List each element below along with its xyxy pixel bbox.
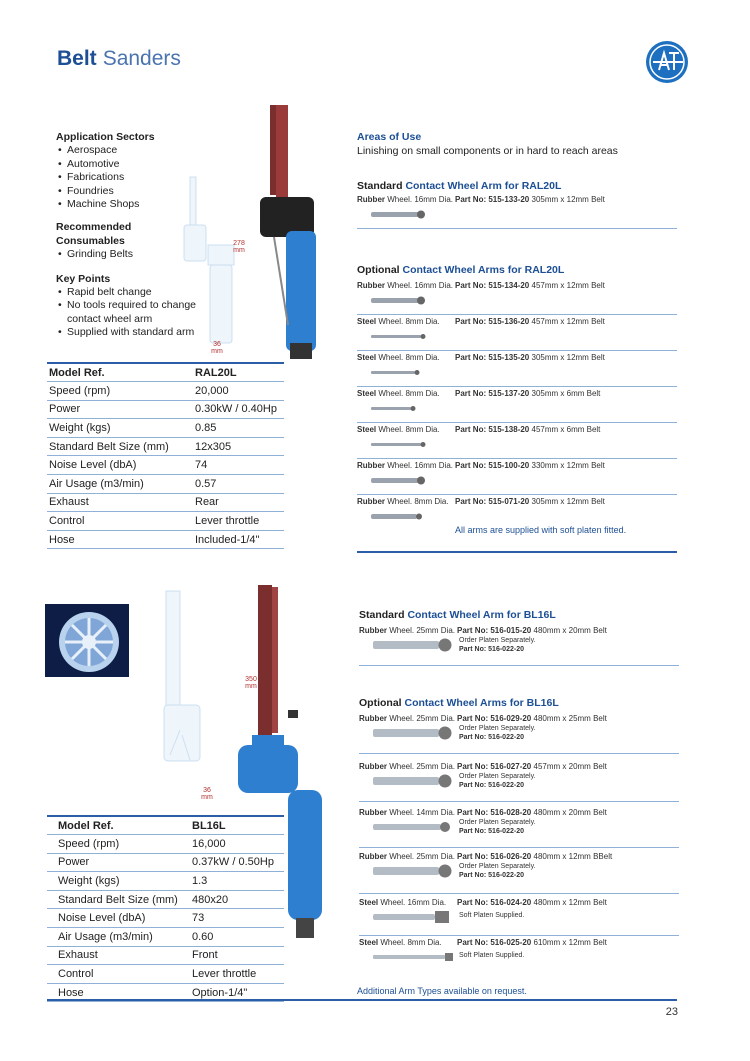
- arm-icon: [371, 368, 426, 377]
- spec-label: Model Ref.: [47, 363, 193, 382]
- heading-title: Contact Wheel Arm for RAL20L: [405, 180, 562, 192]
- ral20l-standard-heading: [357, 180, 561, 192]
- list-item: • Grinding Belts: [56, 248, 196, 261]
- bl16l-standard-arm: [359, 624, 679, 666]
- list-item: • Machine Shops: [56, 198, 196, 211]
- arm-wheel-size: Wheel. 14mm Dia.: [389, 808, 456, 817]
- arm-material: Rubber: [359, 808, 387, 817]
- table-row: [47, 456, 284, 475]
- spec-value: 73: [190, 909, 284, 928]
- arm-part: [455, 281, 605, 290]
- ral20l-optional-heading: [357, 264, 564, 276]
- spec-value: 16,000: [190, 835, 284, 854]
- application-list: [56, 144, 196, 211]
- table-row: [47, 853, 284, 872]
- bl16l-spec-table: [47, 815, 284, 1002]
- arm-note: [459, 952, 524, 961]
- arm-note-part: Part No: 516-022-20: [459, 645, 524, 653]
- arm-icon: [373, 638, 453, 652]
- spec-value: 12x305: [193, 437, 284, 456]
- arm-belt: 480mm x 20mm Belt: [533, 626, 607, 635]
- bl16l-optional-arm: [359, 896, 679, 936]
- areas-heading: Areas of Use: [357, 131, 422, 143]
- arm-material: Rubber: [359, 714, 387, 723]
- table-row: [47, 475, 284, 494]
- spec-value: Front: [190, 946, 284, 965]
- arm-wheel: [357, 425, 440, 434]
- arm-part: [455, 461, 605, 470]
- arm-icon: [373, 774, 453, 788]
- ral20l-optional-arm: [357, 279, 677, 315]
- arm-belt: 457mm x 12mm Belt: [531, 281, 605, 290]
- arm-belt: 305mm x 12mm Belt: [531, 497, 605, 506]
- arm-part-number: Part No: 515-135-20: [455, 353, 530, 362]
- page-number: 23: [665, 1006, 678, 1018]
- ral20l-spec-table: [47, 362, 284, 549]
- arm-note: [459, 912, 524, 921]
- arm-material: Rubber: [359, 626, 387, 635]
- list-item: • Aerospace: [56, 144, 196, 157]
- spec-label: Exhaust: [47, 946, 190, 965]
- arm-part: [455, 425, 600, 434]
- arm-material: Rubber: [357, 497, 385, 506]
- arm-part-number: Part No: 515-100-20: [455, 461, 530, 470]
- ral20l-optional-arm: [357, 387, 677, 423]
- bl16l-optional-arm: [359, 806, 679, 848]
- table-row: [47, 965, 284, 984]
- spec-label: Control: [47, 965, 190, 984]
- spec-value: BL16L: [190, 816, 284, 835]
- arm-note: [459, 863, 536, 880]
- arm-part: [457, 852, 612, 861]
- spec-label: Control: [47, 512, 193, 531]
- arm-belt: 480mm x 20mm Belt: [533, 808, 607, 817]
- bl16l-optional-arm: [359, 760, 679, 802]
- bl16l-product-image: [160, 585, 325, 810]
- spec-value: 480x20: [190, 890, 284, 909]
- arm-icon: [371, 476, 426, 485]
- arm-part: [455, 389, 600, 398]
- arm-belt: 305mm x 6mm Belt: [531, 389, 601, 398]
- arm-wheel-size: Wheel. 8mm Dia.: [380, 938, 442, 947]
- brand-logo: [645, 40, 689, 84]
- spec-label: Air Usage (m3/min): [47, 928, 190, 947]
- spec-label: Power: [47, 400, 193, 419]
- spec-label: Hose: [47, 983, 190, 1002]
- arm-material: Steel: [357, 353, 377, 362]
- spec-value: Option-1/4": [190, 983, 284, 1002]
- arm-note-line: Order Platen Separately.: [459, 725, 536, 732]
- spec-value: 0.60: [190, 928, 284, 947]
- arm-material: Steel: [357, 389, 377, 398]
- ral20l-standard-arm: [357, 193, 677, 229]
- table-row: [47, 928, 284, 947]
- arm-part-number: Part No: 515-136-20: [455, 317, 530, 326]
- dim-value: 350: [245, 676, 257, 683]
- spec-label: Air Usage (m3/min): [47, 475, 193, 494]
- arm-note-line: Order Platen Separately.: [459, 637, 536, 644]
- arm-part-number: Part No: 515-133-20: [455, 195, 530, 204]
- arm-material: Steel: [357, 425, 377, 434]
- bl16l-optional-heading: [359, 697, 559, 709]
- bl16l-handle-image: [280, 790, 330, 940]
- spec-value: 0.85: [193, 419, 284, 438]
- arm-belt: 457mm x 6mm Belt: [531, 425, 601, 434]
- spec-value: Included-1/4": [193, 530, 284, 549]
- heading-prefix: Optional: [359, 697, 402, 709]
- arm-material: Rubber: [357, 281, 385, 290]
- arm-part-number: Part No: 516-015-20: [457, 626, 532, 635]
- arm-note-line: Soft Platen Supplied.: [459, 952, 525, 959]
- arm-part-number: Part No: 516-029-20: [457, 714, 532, 723]
- arm-wheel: [359, 938, 442, 947]
- arm-material: Steel: [357, 317, 377, 326]
- spec-value: Lever throttle: [193, 512, 284, 531]
- arm-part: [455, 497, 605, 506]
- arm-icon: [371, 512, 426, 521]
- list-item: • Fabrications: [56, 171, 196, 184]
- spec-value: 1.3: [190, 872, 284, 891]
- arm-icon: [373, 910, 453, 924]
- ral20l-dim-width: [210, 341, 224, 355]
- spec-label: Exhaust: [47, 493, 193, 512]
- arm-part: [457, 762, 607, 771]
- list-item: • Rapid belt change: [56, 286, 196, 299]
- keypoints-heading: Key Points: [56, 272, 111, 285]
- heading-title: Contact Wheel Arms for BL16L: [404, 697, 559, 709]
- bl16l-optional-arm: [359, 936, 679, 976]
- arm-wheel-size: Wheel. 16mm Dia.: [387, 281, 454, 290]
- arm-note: [459, 819, 536, 836]
- arm-note-line: Order Platen Separately.: [459, 863, 536, 870]
- table-row: [47, 400, 284, 419]
- arm-material: Rubber: [359, 762, 387, 771]
- consumables-list: [56, 248, 196, 261]
- heading-prefix: Optional: [357, 264, 400, 276]
- spec-label: Weight (kgs): [47, 872, 190, 891]
- arm-belt: 457mm x 12mm Belt: [531, 317, 605, 326]
- ral20l-product-image: [178, 105, 358, 365]
- arm-note-line: Soft Platen Supplied.: [459, 912, 525, 919]
- arm-material: Steel: [359, 898, 379, 907]
- page-title-light: Sanders: [102, 47, 181, 70]
- arm-part: [457, 626, 607, 635]
- arm-material: Rubber: [357, 461, 385, 470]
- arm-note-line: Order Platen Separately.: [459, 773, 536, 780]
- table-row: [47, 909, 284, 928]
- table-row: [47, 890, 284, 909]
- arm-part-number: Part No: 516-028-20: [457, 808, 532, 817]
- list-item: • Automotive: [56, 158, 196, 171]
- arm-part-number: Part No: 516-025-20: [457, 938, 532, 947]
- arm-wheel-size: Wheel. 25mm Dia.: [389, 762, 456, 771]
- ral20l-info: [56, 131, 196, 340]
- application-heading: Application Sectors: [56, 131, 155, 143]
- arm-icon: [373, 864, 453, 878]
- arm-wheel: [359, 626, 455, 635]
- arm-wheel: [359, 762, 455, 771]
- list-item: • No tools required to change contact wheel arm: [56, 299, 196, 326]
- spec-value: Lever throttle: [190, 965, 284, 984]
- arm-part-number: Part No: 516-024-20: [457, 898, 532, 907]
- arm-material: Rubber: [357, 195, 385, 204]
- bl16l-optional-arm: [359, 850, 679, 894]
- bl16l-standard-heading: [359, 609, 556, 621]
- ral20l-optional-arm: [357, 315, 677, 351]
- spec-value: 74: [193, 456, 284, 475]
- arm-part: [457, 808, 607, 817]
- spec-value: RAL20L: [193, 363, 284, 382]
- spec-label: Speed (rpm): [47, 382, 193, 401]
- arm-belt: 480mm x 12mm Belt: [533, 898, 607, 907]
- arm-wheel: [359, 898, 446, 907]
- dim-value: 36: [213, 341, 221, 348]
- bl16l-dim-width: [200, 787, 214, 801]
- arm-wheel: [357, 281, 453, 290]
- spec-label: Speed (rpm): [47, 835, 190, 854]
- arm-part-number: Part No: 515-134-20: [455, 281, 530, 290]
- wheel-rim-photo: [45, 604, 129, 677]
- spec-label: Standard Belt Size (mm): [47, 890, 190, 909]
- ral20l-optional-arm: [357, 459, 677, 495]
- spec-value: 20,000: [193, 382, 284, 401]
- arm-note-part: Part No: 516-022-20: [459, 781, 524, 789]
- footer-divider: [47, 999, 677, 1001]
- arm-part: [457, 938, 607, 947]
- heading-prefix: Standard: [359, 609, 405, 621]
- arm-icon: [371, 332, 426, 341]
- arm-part-number: Part No: 515-137-20: [455, 389, 530, 398]
- arm-part-number: Part No: 515-071-20: [455, 497, 530, 506]
- heading-title: Contact Wheel Arms for RAL20L: [402, 264, 565, 276]
- table-row: [47, 530, 284, 549]
- arm-wheel-size: Wheel. 8mm Dia.: [378, 353, 440, 362]
- spec-value: 0.37kW / 0.50Hp: [190, 853, 284, 872]
- areas-text: Linishing on small components or in hard to reach areas: [357, 145, 618, 157]
- keypoints-list: [56, 286, 196, 340]
- table-row: [47, 493, 284, 512]
- dim-unit: mm: [233, 247, 245, 254]
- arm-note-part: Part No: 516-022-20: [459, 827, 524, 835]
- table-row: [47, 382, 284, 401]
- arm-note-part: Part No: 516-022-20: [459, 871, 524, 879]
- arm-wheel: [359, 808, 455, 817]
- spec-label: Hose: [47, 530, 193, 549]
- table-row: [47, 512, 284, 531]
- arm-wheel: [357, 461, 453, 470]
- arm-belt: 610mm x 12mm Belt: [533, 938, 607, 947]
- arm-wheel: [359, 714, 455, 723]
- ral20l-dim-height: [232, 240, 246, 254]
- arm-part-number: Part No: 516-026-20: [457, 852, 532, 861]
- spec-value: 0.57: [193, 475, 284, 494]
- arm-wheel-size: Wheel. 25mm Dia.: [389, 714, 456, 723]
- arm-note: [459, 773, 536, 790]
- arm-belt: 305mm x 12mm Belt: [531, 353, 605, 362]
- arm-icon: [373, 726, 453, 740]
- spec-value: 0.30kW / 0.40Hp: [193, 400, 284, 419]
- arm-wheel: [357, 353, 440, 362]
- arm-belt: 480mm x 25mm Belt: [533, 714, 607, 723]
- arm-wheel-size: Wheel. 16mm Dia.: [387, 195, 454, 204]
- arm-part: [455, 195, 605, 204]
- consumables-heading-1: Recommended: [56, 221, 132, 234]
- dim-unit: mm: [245, 683, 257, 690]
- arm-icon: [371, 296, 426, 305]
- section-divider: [357, 551, 677, 553]
- table-row: [47, 419, 284, 438]
- heading-prefix: Standard: [357, 180, 403, 192]
- arm-icon: [371, 404, 426, 413]
- arm-note: [459, 637, 536, 654]
- arm-material: Rubber: [359, 852, 387, 861]
- table-row: [47, 946, 284, 965]
- spec-value: Rear: [193, 493, 284, 512]
- spec-label: Standard Belt Size (mm): [47, 437, 193, 456]
- arm-part: [455, 317, 605, 326]
- arm-part-number: Part No: 515-138-20: [455, 425, 530, 434]
- arm-wheel: [357, 497, 449, 506]
- arm-part: [455, 353, 605, 362]
- arm-wheel-size: Wheel. 25mm Dia.: [389, 626, 456, 635]
- table-row: [47, 872, 284, 891]
- list-item: • Supplied with standard arm: [56, 326, 196, 339]
- arm-wheel: [357, 195, 453, 204]
- arm-wheel: [357, 317, 440, 326]
- table-row: [47, 835, 284, 854]
- table-row: [47, 437, 284, 456]
- arm-belt: 480mm x 12mm BBelt: [533, 852, 613, 861]
- arm-part-number: Part No: 516-027-20: [457, 762, 532, 771]
- arm-note-part: Part No: 516-022-20: [459, 733, 524, 741]
- arm-belt: 305mm x 12mm Belt: [531, 195, 605, 204]
- arm-note-line: Order Platen Separately.: [459, 819, 536, 826]
- spec-label: Noise Level (dbA): [47, 909, 190, 928]
- arm-part: [457, 714, 607, 723]
- consumables-heading-2: Consumables: [56, 234, 125, 247]
- arm-wheel-size: Wheel. 25mm Dia.: [389, 852, 456, 861]
- arm-material: Steel: [359, 938, 379, 947]
- list-item: • Foundries: [56, 185, 196, 198]
- spec-label: Noise Level (dbA): [47, 456, 193, 475]
- arm-icon: [373, 950, 453, 964]
- ral20l-optional-arm: [357, 423, 677, 459]
- arm-wheel-size: Wheel. 8mm Dia.: [378, 389, 440, 398]
- bl16l-dim-height: [243, 676, 259, 690]
- bl16l-optional-arm: [359, 712, 679, 754]
- arm-icon: [371, 210, 426, 219]
- dim-value: 278: [233, 240, 245, 247]
- arm-wheel-size: Wheel. 8mm Dia.: [378, 317, 440, 326]
- arm-wheel-size: Wheel. 16mm Dia.: [380, 898, 447, 907]
- arm-belt: 330mm x 12mm Belt: [531, 461, 605, 470]
- arm-icon: [371, 440, 426, 449]
- arm-belt: 457mm x 20mm Belt: [533, 762, 607, 771]
- dim-unit: mm: [211, 348, 223, 355]
- dim-value: 36: [203, 787, 211, 794]
- arm-note: [459, 725, 536, 742]
- arm-wheel-size: Wheel. 8mm Dia.: [378, 425, 440, 434]
- additional-note: Additional Arm Types available on request.: [357, 986, 527, 996]
- arm-wheel-size: Wheel. 8mm Dia.: [387, 497, 449, 506]
- arm-wheel-size: Wheel. 16mm Dia.: [387, 461, 454, 470]
- table-row: [47, 363, 284, 382]
- supplied-note: All arms are supplied with soft platen fitted.: [455, 525, 627, 535]
- page-title-bold: Belt: [57, 47, 97, 70]
- arm-wheel: [359, 852, 455, 861]
- arm-part: [457, 898, 607, 907]
- spec-label: Power: [47, 853, 190, 872]
- table-row: [47, 816, 284, 835]
- page-title: [57, 47, 181, 71]
- spec-label: Model Ref.: [47, 816, 190, 835]
- spec-label: Weight (kgs): [47, 419, 193, 438]
- heading-title: Contact Wheel Arm for BL16L: [407, 609, 556, 621]
- ral20l-optional-arm: [357, 351, 677, 387]
- arm-wheel: [357, 389, 440, 398]
- arm-icon: [373, 820, 453, 834]
- dim-unit: mm: [201, 794, 213, 801]
